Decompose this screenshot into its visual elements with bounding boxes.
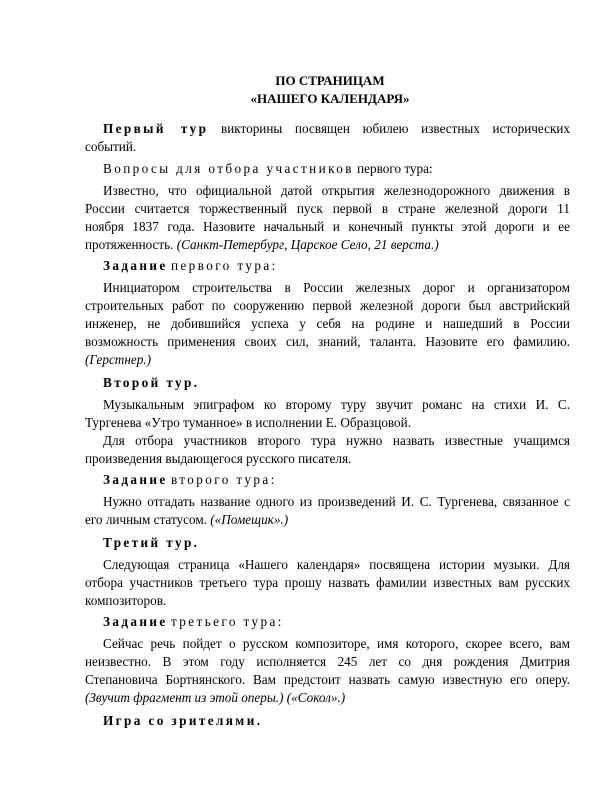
tour1-task-line: возможность применения своих сил, знаний, таланта. Назовите его фамилию. bbox=[85, 334, 570, 349]
tour3-task-answer: (Звучит фрагмент из этой оперы.) («Сокол».) bbox=[85, 690, 346, 705]
tour3-task-line: неизвестно. В этом году исполняется 245 лет со дня рождения Дмитрия bbox=[85, 654, 570, 669]
task-bold: Задание bbox=[103, 614, 168, 629]
tour2-task-text: его личным статусом. bbox=[85, 512, 207, 527]
tour2-task-last bbox=[85, 511, 570, 529]
tour3-line: Следующая страница «Нашего календаря» посвящена истории музыки. Для bbox=[103, 557, 570, 572]
page-title-line1: ПО СТРАНИЦАМ bbox=[275, 73, 385, 88]
questions-label-rest: первого тура: bbox=[357, 161, 433, 176]
tour3-heading: Третий тур. bbox=[103, 535, 200, 550]
tour2-heading: Второй тур. bbox=[103, 375, 200, 390]
tour3-task-heading bbox=[103, 613, 570, 631]
tour1-q1-line: России считается торжественный пуск первой в стране железной дороги 11 bbox=[85, 201, 570, 216]
tour1-q1-last-text: протяженность. bbox=[85, 237, 174, 252]
tour1-task-heading bbox=[103, 257, 570, 275]
tour1-q1-last bbox=[85, 236, 570, 254]
tour3-task-line: Степановича Бортнянского. Вам предстоит назвать самую известную его оперу. bbox=[85, 672, 570, 687]
audience-game-heading: Игра со зрителями. bbox=[103, 713, 263, 728]
tour1-q1-line: Известно, что официальной датой открытия железнодорожного движения в bbox=[103, 183, 570, 198]
tour1-intro-end: событий. bbox=[85, 139, 137, 154]
tour2-task-answer: («Помещик».) bbox=[210, 512, 289, 527]
tour3-task-line: Сейчас речь пойдет о русском композиторе, имя которого, скорее всего, вам bbox=[103, 636, 570, 651]
tour1-intro bbox=[103, 120, 570, 138]
tour1-task-line: инженер, не добившийся успеха у себя на родине и нашедший в России bbox=[85, 316, 570, 331]
tour1-task-answer: (Герстнер.) bbox=[85, 352, 152, 367]
tour1-task-line: Инициатором строительства в России железных дорог и организатором bbox=[103, 280, 570, 295]
tour1-q1-line: ноября 1837 года. Назовите начальный и конечный пункты этой дороги и ее bbox=[85, 219, 570, 234]
tour2-line: произведения выдающегося русского писателя. bbox=[85, 451, 352, 466]
tour2-line: Тургенева «Утро туманное» в исполнении Е. Образцовой. bbox=[85, 415, 412, 430]
questions-label-spaced: Вопросы для отбора участников bbox=[103, 161, 354, 176]
tour2-task-line: Нужно отгадать название одного из произведений И. С. Тургенева, связанное с bbox=[103, 494, 570, 509]
page-title-line2: «НАШЕГО КАЛЕНДАРЯ» bbox=[250, 91, 410, 106]
task-rest: первого тура: bbox=[170, 258, 278, 273]
task-rest: третьего тура: bbox=[170, 614, 284, 629]
tour1-task-line: строительных работ по сооружению первой железной дороги был австрийский bbox=[85, 298, 570, 313]
task-bold: Задание bbox=[103, 472, 168, 487]
tour2-line: Музыкальным эпиграфом ко второму туру звучит романс на стихи И. С. bbox=[103, 397, 570, 412]
tour2-line: Для отбора участников второго тура нужно назвать известные учащимся bbox=[103, 433, 570, 448]
tour2-task-heading bbox=[103, 471, 570, 489]
tour1-intro-text: викторины посвящен юбилею известных исторических bbox=[221, 121, 571, 136]
tour1-q1-answer: (Санкт-Петербург, Царское Село, 21 верста.) bbox=[176, 237, 439, 252]
tour3-line: отбора участников третьего тура прошу назвать фамилии известных вам русских bbox=[85, 575, 570, 590]
tour3-line: композиторов. bbox=[85, 593, 167, 608]
tour1-questions-label bbox=[103, 160, 570, 178]
tour1-heading: Первый тур bbox=[103, 121, 209, 136]
task-bold: Задание bbox=[103, 258, 168, 273]
task-rest: второго тура: bbox=[170, 472, 277, 487]
